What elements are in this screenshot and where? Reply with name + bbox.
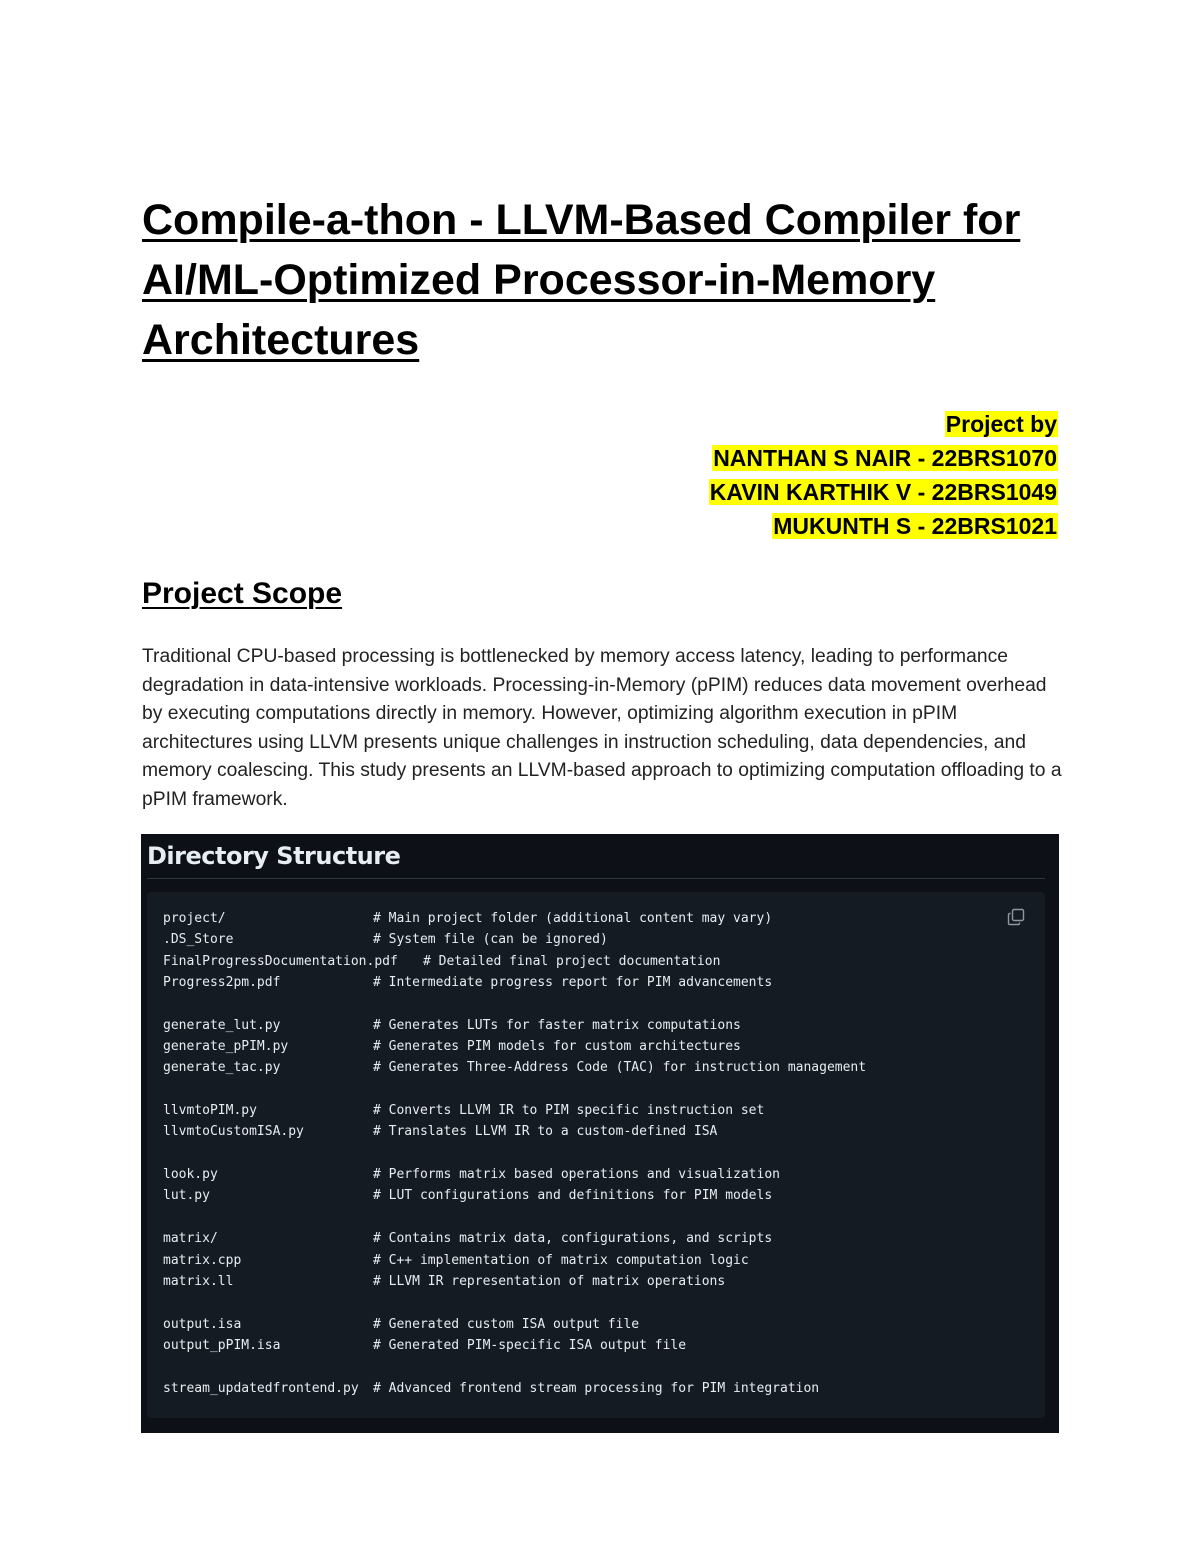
file-name: matrix.ll [163,1273,234,1289]
file-name: matrix/ [163,1231,218,1247]
file-comment: # Translates LLVM IR to a custom-defined ISA [373,1124,718,1140]
file-name: lut.py [163,1188,210,1204]
directory-structure-panel [141,834,1059,1433]
code-block [147,892,1045,1418]
file-name: .DS_Store [163,932,234,948]
file-comment: # Converts LLVM IR to PIM specific instruction set [373,1103,765,1119]
author-3: MUKUNTH S - 22BRS1021 [773,513,1057,539]
file-comment: # Generates PIM models for custom architectures [373,1039,741,1055]
file-comment: # LUT configurations and definitions for PIM models [373,1188,773,1204]
file-comment: # C++ implementation of matrix computation logic [373,1252,749,1268]
project-scope-heading: Project Scope [142,577,343,610]
author-2: KAVIN KARTHIK V - 22BRS1049 [709,479,1057,505]
file-name: output_pPIM.isa [163,1337,281,1353]
file-comment: # Main project folder (additional content may vary) [373,911,773,926]
directory-structure-title: Directory Structure [147,842,401,870]
file-comment: # Performs matrix based operations and visualization [373,1167,780,1183]
file-name: look.py [163,1167,218,1183]
file-name: generate_lut.py [163,1017,281,1033]
file-name: stream_updatedfrontend.py [163,1380,359,1396]
file-name: project/ [163,911,226,926]
file-name: Progress2pm.pdf [163,975,281,991]
file-comment: # Intermediate progress report for PIM advancements [373,975,773,991]
project-scope-paragraph: Traditional CPU-based processing is bottlenecked by memory access latency, leading to performance degradation in data-intensive workloads. Processing-in-Memory (pPIM) reduces data movement overhead by executing computations directly in memory. However, optimizing algorithm execution in pPIM architectures using LLVM presents unique challenges in instruction scheduling, data dependencies, and memory coalescing. This study presents an LLVM-based approach to optimizing computation offloading to a pPIM framework. [142,646,1062,810]
file-comment: # LLVM IR representation of matrix operations [373,1273,726,1289]
file-name: llvmtoCustomISA.py [163,1124,304,1140]
file-name: matrix.cpp [163,1252,242,1268]
file-comment: # Contains matrix data, configurations, and scripts [373,1231,773,1247]
file-comment: # Generates LUTs for faster matrix computations [373,1017,741,1033]
copy-icon[interactable] [1007,908,1025,926]
authors-label: Project by [945,411,1057,437]
file-name: generate_tac.py [163,1060,281,1076]
file-name: llvmtoPIM.py [163,1103,257,1119]
file-comment: # System file (can be ignored) [373,932,608,948]
file-name: FinalProgressDocumentation.pdf [163,953,398,969]
author-1: NANTHAN S NAIR - 22BRS1070 [713,445,1057,471]
file-comment: # Advanced frontend stream processing for PIM integration [373,1380,820,1396]
file-comment: # Generated custom ISA output file [373,1316,640,1332]
document-title: Compile-a-thon - LLVM-Based Compiler for AI/ML-Optimized Processor-in-Memory Architectures [142,196,1021,364]
file-comment: # Detailed final project documentation [423,953,721,969]
file-name: generate_pPIM.py [163,1039,289,1055]
file-comment: # Generated PIM-specific ISA output file [373,1337,687,1353]
file-name: output.isa [163,1316,242,1332]
file-comment: # Generates Three-Address Code (TAC) for instruction management [373,1060,867,1076]
project-authors [458,407,1058,543]
title-divider [147,878,1045,879]
